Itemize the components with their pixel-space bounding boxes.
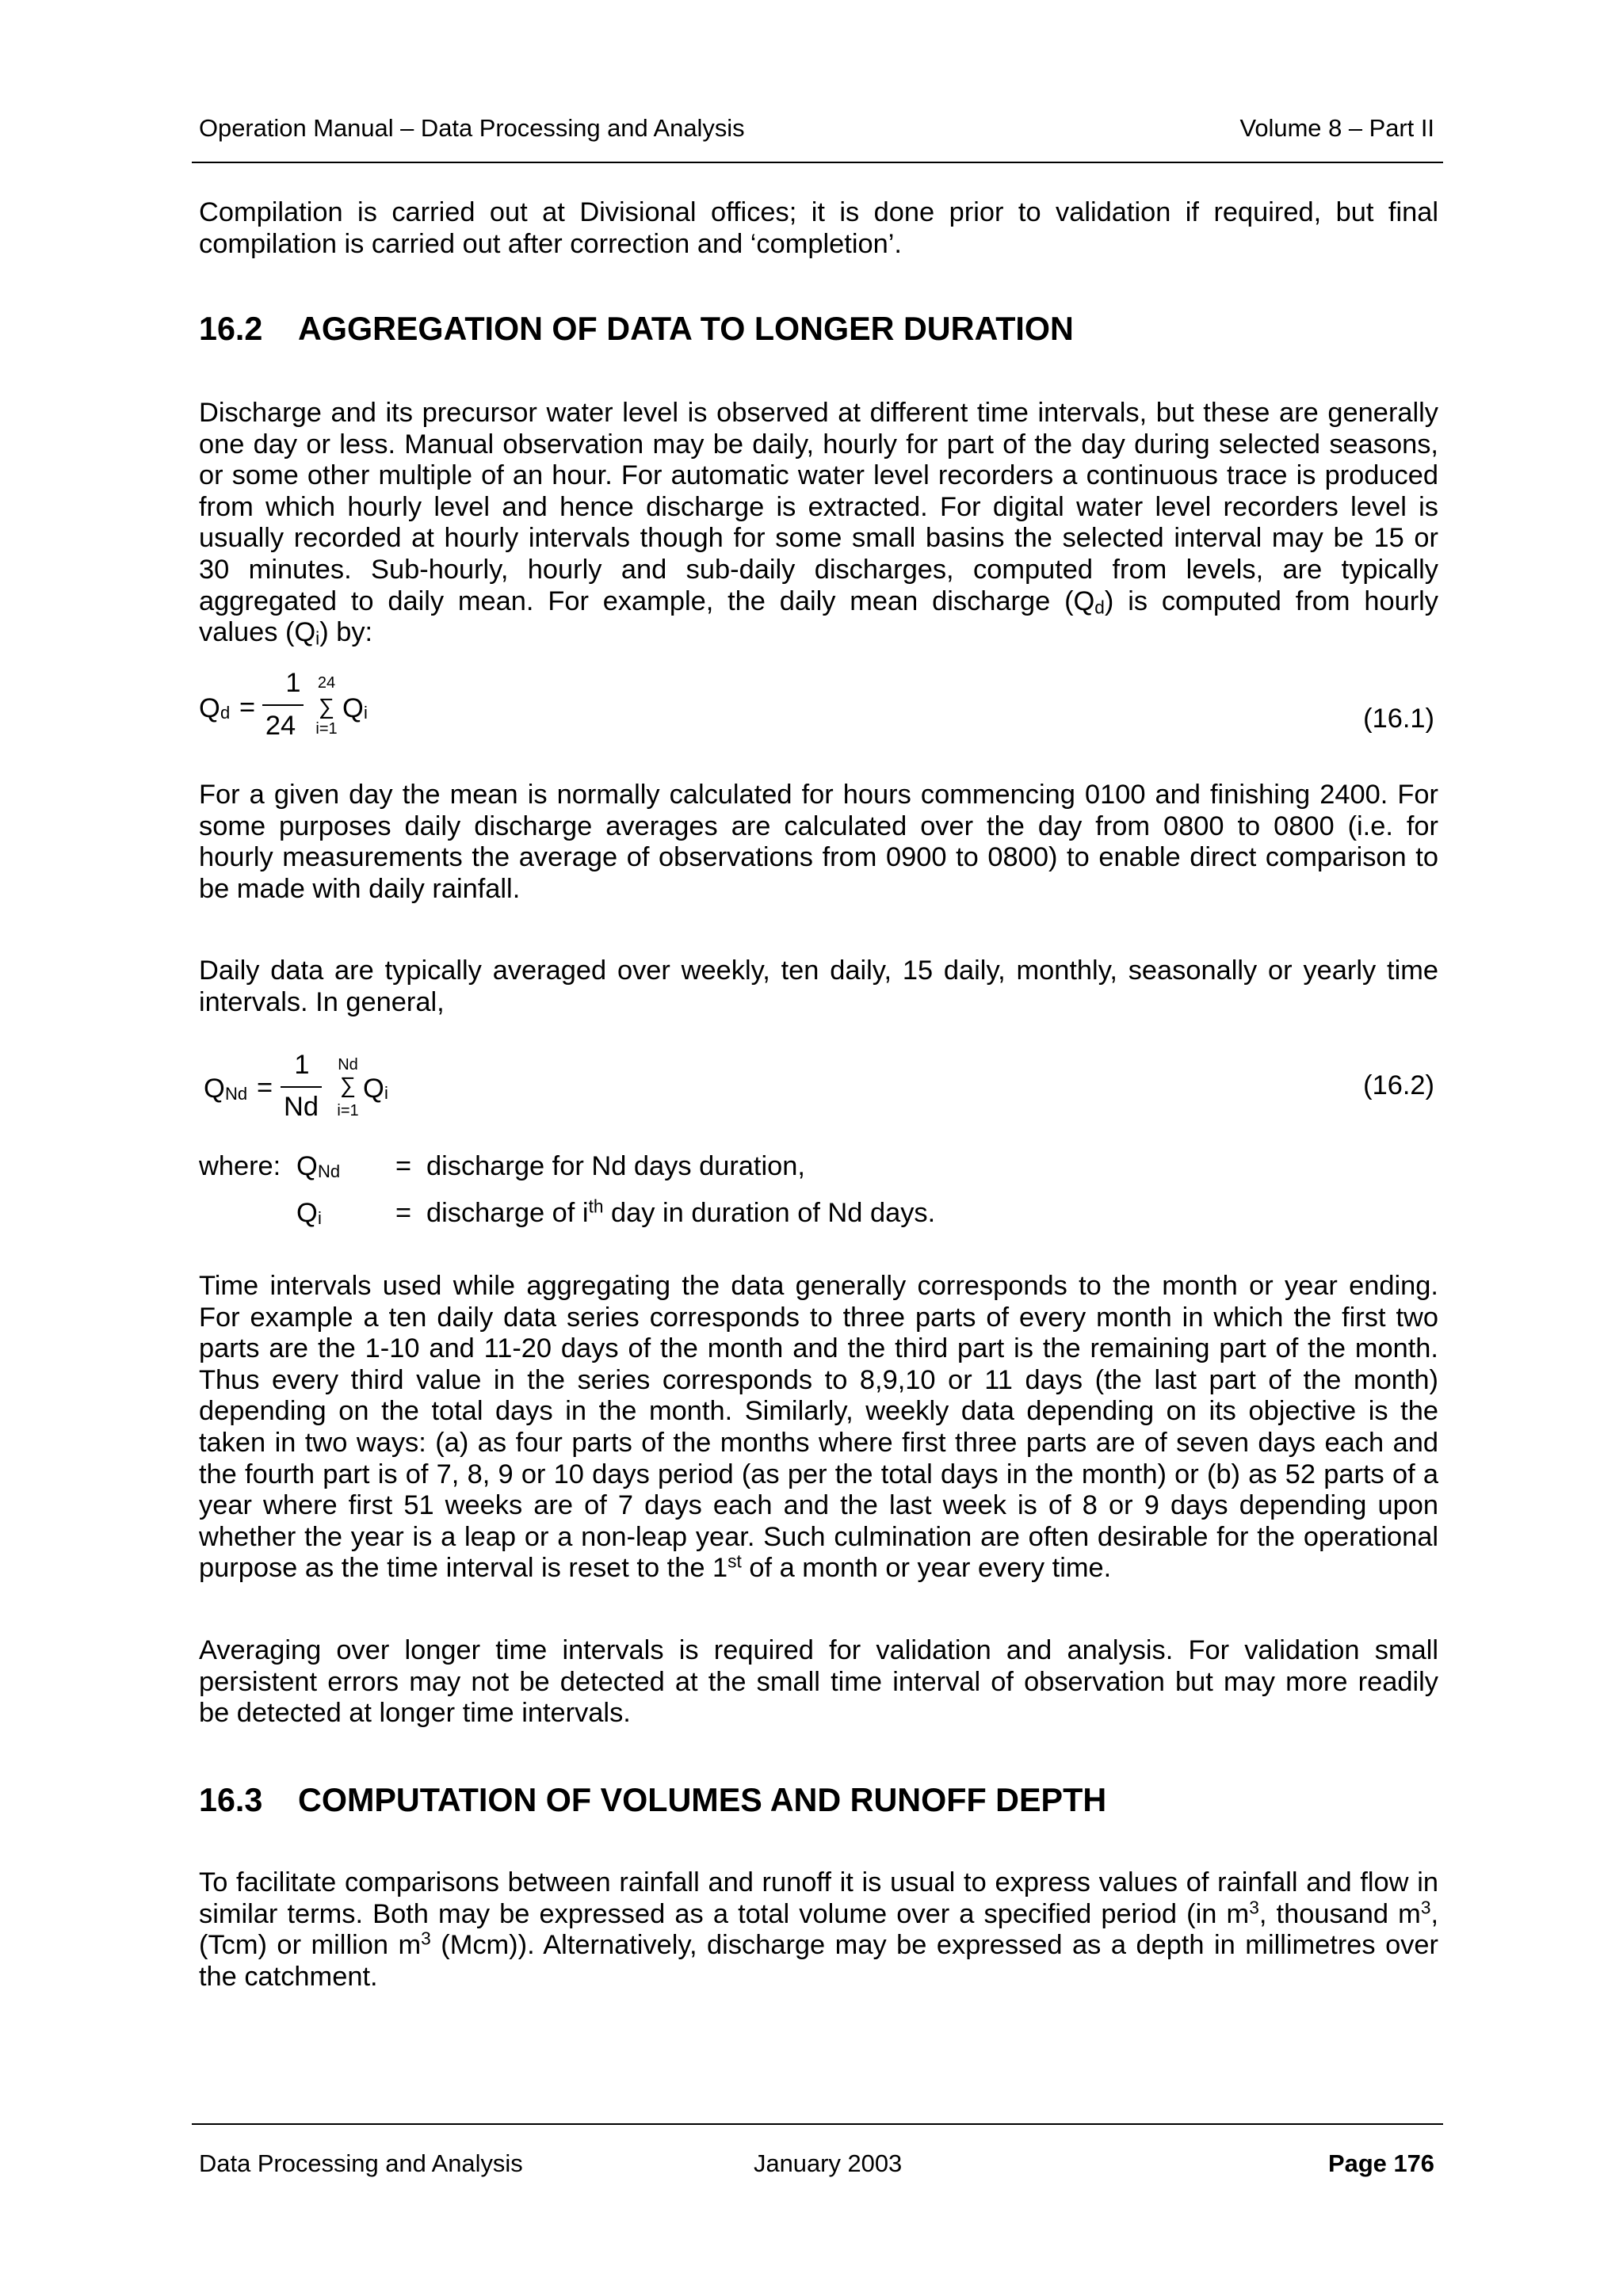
text-line: Discharge and its precursor water level is observed at different time intervals, but these are generally [199, 398, 1438, 428]
summation-upper-limit: 24 [317, 674, 336, 692]
text-line: or some other multiple of an hour. For automatic water level recorders a continuous trace is produced [199, 460, 1438, 491]
fraction-numerator: 1 [285, 668, 301, 698]
text-line [199, 1899, 1438, 1931]
text-run: , thousand m [1258, 1898, 1421, 1929]
definition-row [0, 1153, 1623, 1184]
text-line: To facilitate comparisons between rainfall and runoff it is usual to express values of rainfall and flow in [199, 1867, 1438, 1897]
text-line: parts are the 1-10 and 11-20 days of the month and the third part is the remaining part of the month. [199, 1333, 1438, 1364]
text-run: similar terms. Both may be expressed as a total volume over a specified period (in m [199, 1898, 1250, 1929]
text-line: depending on the total days in the month. Similarly, weekly data depending on its objective is the [199, 1396, 1438, 1427]
superscript: 3 [421, 1928, 431, 1949]
paragraph [199, 955, 1438, 1018]
text-line: from which hourly level and hence discharge is extracted. For digital water level recorders level is [199, 491, 1438, 522]
text-line [199, 1553, 1438, 1585]
text-run: purpose as the time interval is reset to the 1 [199, 1553, 728, 1584]
equation-lhs-symbol: Q [199, 693, 220, 723]
summation-lower-limit: i=1 [337, 1102, 359, 1119]
text-run: aggregated to daily mean. For example, the daily mean discharge (Q [199, 585, 1095, 616]
text-line [199, 617, 1438, 649]
text-run: (Tcm) or million m [199, 1930, 422, 1961]
text-line: Averaging over longer time intervals is required for validation and analysis. For validation small [199, 1635, 1438, 1665]
text-run: discharge of i [426, 1198, 589, 1228]
section-number: 16.3 [199, 1782, 263, 1818]
text-run: values (Q [199, 617, 316, 648]
fraction-bar [262, 704, 304, 706]
section-heading-16-3 [199, 1781, 1438, 1819]
footer-date: January 2003 [754, 2149, 903, 2177]
definition-row [0, 1196, 1623, 1231]
page-header [199, 114, 1434, 143]
header-volume: Volume 8 – Part II [1239, 114, 1434, 142]
intro-paragraph [199, 197, 1438, 260]
subscript: d [1094, 597, 1105, 618]
equation-lhs-subscript: Nd [225, 1084, 248, 1104]
text-line: Time intervals used while aggregating the data generally corresponds to the month or year ending. [199, 1271, 1438, 1301]
text-line: persistent errors may not be detected at the small time interval of observation but may more readily [199, 1666, 1438, 1697]
superscript: th [588, 1196, 604, 1217]
equals-sign: = [239, 692, 256, 723]
superscript: st [727, 1551, 742, 1572]
equation-lhs-subscript: d [220, 703, 231, 723]
page-footer [199, 2149, 1434, 2178]
text-run: day in duration of Nd days. [603, 1198, 936, 1228]
equation-term-subscript: i [364, 703, 368, 723]
text-run: ) by: [319, 617, 373, 648]
equals-sign: = [395, 1151, 412, 1181]
fraction-denominator: 24 [265, 711, 296, 741]
definition-symbol: Q [296, 1151, 318, 1181]
definition-subscript: i [318, 1208, 322, 1228]
text-line: Compilation is carried out at Divisional offices; it is done prior to validation if required, but final [199, 197, 1438, 227]
paragraph [199, 1271, 1438, 1585]
footer-rule [192, 2123, 1443, 2125]
definition-text [426, 1196, 936, 1228]
fraction-bar [281, 1086, 322, 1088]
text-line: compilation is carried out after correction and ‘completion’. [199, 228, 902, 259]
paragraph [199, 1635, 1438, 1730]
text-line: be made with daily rainfall. [199, 873, 521, 904]
text-line: hourly measurements the average of observations from 0900 to 0800) to enable direct comparison to [199, 842, 1438, 873]
text-line: 30 minutes. Sub-hourly, hourly and sub-daily discharges, computed from levels, are typically [199, 554, 1438, 585]
text-line: taken in two ways: (a) as four parts of the months where first three parts are of seven days each and [199, 1427, 1438, 1458]
section-number: 16.2 [199, 311, 263, 347]
text-line: some purposes daily discharge averages are calculated over the day from 0800 to 0800 (i.e. for [199, 810, 1438, 841]
text-line: year where first 51 weeks are of 7 days each and the last week is of 8 or 9 days depending upon [199, 1490, 1438, 1521]
text-line: one day or less. Manual observation may be daily, hourly for part of the day during selected seasons, [199, 429, 1438, 460]
text-line [199, 586, 1438, 618]
text-line: usually recorded at hourly intervals though for some small basins the selected interval may be 15 or [199, 523, 1438, 554]
summation-symbol: ∑ [340, 1073, 356, 1097]
text-line: Daily data are typically averaged over weekly, ten daily, 15 daily, monthly, seasonally or yearly time [199, 955, 1438, 986]
text-line: intervals. In general, [199, 986, 445, 1017]
equation-number: (16.1) [1363, 704, 1434, 734]
text-run: (Mcm)). Alternatively, discharge may be expressed as a depth in millimetres over [430, 1930, 1439, 1961]
text-line: the catchment. [199, 1961, 378, 1992]
subscript: i [315, 627, 320, 649]
text-line: For example a ten daily data series corresponds to three parts of every month in which the first two [199, 1302, 1438, 1333]
fraction-denominator: Nd [284, 1092, 319, 1122]
text-line: the fourth part is of 7, 8, 9 or 10 days period (as per the total days in the month) or (b) as 52 parts of a [199, 1459, 1438, 1489]
equation-term-symbol: Q [342, 693, 364, 723]
definition-symbol: Q [296, 1198, 318, 1228]
page-number: Page 176 [1328, 2149, 1434, 2177]
superscript: 3 [1420, 1897, 1431, 1918]
summation-lower-limit: i=1 [315, 720, 338, 738]
equals-sign: = [395, 1198, 412, 1228]
text-run: of a month or year every time. [741, 1553, 1112, 1584]
text-line: be detected at longer time intervals. [199, 1698, 631, 1729]
summation-upper-limit: Nd [338, 1056, 358, 1074]
equation-term-subscript: i [384, 1083, 388, 1103]
footer-document-title: Data Processing and Analysis [199, 2149, 523, 2177]
fraction-numerator: 1 [294, 1050, 310, 1080]
where-label: where: [199, 1151, 281, 1181]
text-line [199, 1930, 1438, 1962]
equation-number: (16.2) [1363, 1070, 1434, 1100]
paragraph [199, 780, 1438, 905]
equation-lhs-symbol: Q [204, 1074, 225, 1104]
text-line: Thus every third value in the series corresponds to 8,9,10 or 11 days (the last part of the month) [199, 1364, 1438, 1395]
text-line: whether the year is a leap or a non-leap year. Such culmination are often desirable for the operational [199, 1521, 1438, 1552]
section-title: COMPUTATION OF VOLUMES AND RUNOFF DEPTH [298, 1782, 1107, 1818]
text-run: , [1430, 1898, 1438, 1929]
definition-text: discharge for Nd days duration, [426, 1151, 805, 1181]
header-rule [192, 162, 1443, 163]
section-title: AGGREGATION OF DATA TO LONGER DURATION [298, 311, 1074, 347]
section-heading-16-2 [199, 310, 1438, 348]
equals-sign: = [257, 1073, 273, 1103]
superscript: 3 [1249, 1897, 1259, 1918]
text-line: For a given day the mean is normally calculated for hours commencing 0100 and finishing 2400. For [199, 780, 1438, 810]
text-run: ) is computed from hourly [1104, 585, 1438, 616]
header-document-title: Operation Manual – Data Processing and Analysis [199, 114, 745, 142]
summation-symbol: ∑ [319, 694, 334, 719]
paragraph [199, 398, 1438, 649]
definition-subscript: Nd [318, 1161, 341, 1181]
equation-term-symbol: Q [363, 1074, 384, 1104]
paragraph [199, 1867, 1438, 1993]
